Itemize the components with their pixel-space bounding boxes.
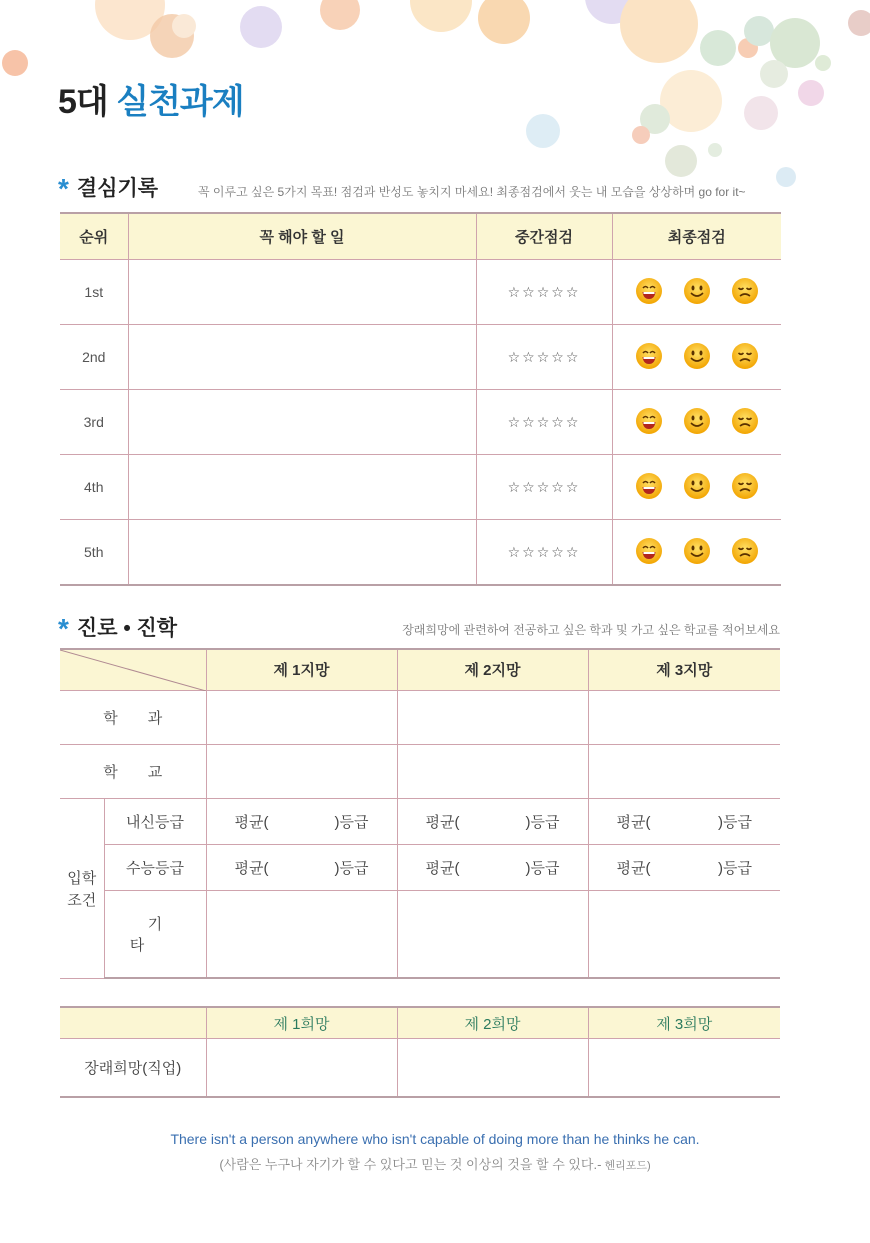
smiling-face-icon[interactable]: [683, 537, 711, 568]
naesin-label: 내신등급: [104, 798, 206, 844]
final-check-cell: [612, 325, 781, 390]
smiling-face-icon[interactable]: [683, 342, 711, 373]
school-input-3[interactable]: [588, 744, 780, 798]
table-row: [60, 260, 781, 325]
suneung-grade-3[interactable]: 평균( )등급: [588, 844, 780, 890]
asterisk-icon: *: [58, 173, 69, 204]
hope-empty-header: [60, 1007, 206, 1039]
future-job-label: 장래희망(직업): [60, 1039, 206, 1098]
dept-label: 학과: [60, 690, 206, 744]
title-number: 5대: [58, 83, 108, 121]
table-row: [60, 390, 781, 455]
section-resolution-title: 결심기록: [76, 177, 159, 200]
etc-row: [60, 890, 780, 978]
task-cell[interactable]: [128, 325, 476, 390]
suneung-grade-1[interactable]: 평균( )등급: [206, 844, 397, 890]
laughing-face-icon[interactable]: [635, 537, 663, 568]
star-rating[interactable]: ☆☆☆☆☆: [476, 325, 612, 390]
quote-english: There isn't a person anywhere who isn't capable of doing more than he thinks he can.: [170, 1131, 700, 1147]
sad-face-icon[interactable]: [731, 537, 759, 568]
table-row: [60, 455, 781, 520]
school-label: 학교: [60, 744, 206, 798]
task-cell[interactable]: [128, 455, 476, 520]
rank-cell: 1st: [60, 260, 128, 325]
suneung-row: [60, 844, 780, 890]
sad-face-icon[interactable]: [731, 277, 759, 308]
dept-input-2[interactable]: [397, 690, 588, 744]
rank-cell: 4th: [60, 455, 128, 520]
rank-cell: 5th: [60, 520, 128, 586]
hope-2-header: 제 2희망: [397, 1007, 588, 1039]
dept-row: [60, 690, 780, 744]
etc-input-1[interactable]: [206, 890, 397, 978]
section-career-title: 진로 • 진학: [76, 617, 178, 640]
quote-korean: [0, 1154, 870, 1173]
header-rank: 순위: [60, 213, 128, 260]
star-rating[interactable]: ☆☆☆☆☆: [476, 455, 612, 520]
naesin-grade-1[interactable]: 평균( )등급: [206, 798, 397, 844]
section-career-note: 장래희망에 관련하여 전공하고 싶은 학과 및 가고 싶은 학교를 적어보세요: [402, 623, 780, 637]
sad-face-icon[interactable]: [731, 472, 759, 503]
section-career-heading: [58, 612, 177, 645]
quote-korean-text: (사람은 누구나 자기가 할 수 있다고 믿는 것 이상의 것을 할 수 있다.-: [219, 1157, 602, 1172]
naesin-grade-2[interactable]: 평균( )등급: [397, 798, 588, 844]
choice-2-header: 제 2지망: [397, 649, 588, 690]
admission-label: 입학 조건: [60, 798, 104, 978]
diagonal-line: [60, 650, 206, 691]
suneung-label: 수능등급: [104, 844, 206, 890]
table-row: [60, 520, 781, 586]
quote-source: 헨리포드): [601, 1160, 651, 1172]
sad-face-icon[interactable]: [731, 407, 759, 438]
smiling-face-icon[interactable]: [683, 472, 711, 503]
section-resolution-note: 꼭 이루고 싶은 5가지 목표! 점검과 반성도 놓치지 마세요! 최종점검에서 웃는 내 모습을 상상하며 go for it~: [198, 185, 746, 199]
school-input-1[interactable]: [206, 744, 397, 798]
table-row: [60, 325, 781, 390]
laughing-face-icon[interactable]: [635, 472, 663, 503]
asterisk-icon: *: [58, 613, 69, 644]
task-cell[interactable]: [128, 520, 476, 586]
laughing-face-icon[interactable]: [635, 277, 663, 308]
star-rating[interactable]: ☆☆☆☆☆: [476, 260, 612, 325]
choice-1-header: 제 1지망: [206, 649, 397, 690]
diagonal-header-cell: [60, 649, 206, 690]
section-resolution-heading: [58, 172, 158, 205]
future-job-input-3[interactable]: [588, 1039, 780, 1098]
school-row: [60, 744, 780, 798]
etc-input-2[interactable]: [397, 890, 588, 978]
etc-label: 기타: [104, 890, 206, 978]
header-mid-check: 중간점검: [476, 213, 612, 260]
final-check-cell: [612, 455, 781, 520]
header-final-check: 최종점검: [612, 213, 781, 260]
future-job-input-2[interactable]: [397, 1039, 588, 1098]
smiling-face-icon[interactable]: [683, 407, 711, 438]
resolution-table: [60, 212, 781, 586]
title-main: 실천과제: [116, 83, 244, 121]
task-cell[interactable]: [128, 260, 476, 325]
header-task: 꼭 해야 할 일: [128, 213, 476, 260]
laughing-face-icon[interactable]: [635, 407, 663, 438]
task-cell[interactable]: [128, 390, 476, 455]
page-title: [58, 74, 244, 123]
suneung-grade-2[interactable]: 평균( )등급: [397, 844, 588, 890]
future-hope-table: [60, 1006, 780, 1098]
final-check-cell: [612, 520, 781, 586]
final-check-cell: [612, 260, 781, 325]
naesin-grade-3[interactable]: 평균( )등급: [588, 798, 780, 844]
star-rating[interactable]: ☆☆☆☆☆: [476, 390, 612, 455]
career-table: [60, 648, 780, 979]
hope-3-header: 제 3희망: [588, 1007, 780, 1039]
future-job-input-1[interactable]: [206, 1039, 397, 1098]
sad-face-icon[interactable]: [731, 342, 759, 373]
dept-input-3[interactable]: [588, 690, 780, 744]
final-check-cell: [612, 390, 781, 455]
star-rating[interactable]: ☆☆☆☆☆: [476, 520, 612, 586]
naesin-row: [60, 798, 780, 844]
school-input-2[interactable]: [397, 744, 588, 798]
rank-cell: 2nd: [60, 325, 128, 390]
hope-1-header: 제 1희망: [206, 1007, 397, 1039]
etc-input-3[interactable]: [588, 890, 780, 978]
smiling-face-icon[interactable]: [683, 277, 711, 308]
choice-3-header: 제 3지망: [588, 649, 780, 690]
laughing-face-icon[interactable]: [635, 342, 663, 373]
rank-cell: 3rd: [60, 390, 128, 455]
table-row: [60, 1039, 780, 1098]
dept-input-1[interactable]: [206, 690, 397, 744]
